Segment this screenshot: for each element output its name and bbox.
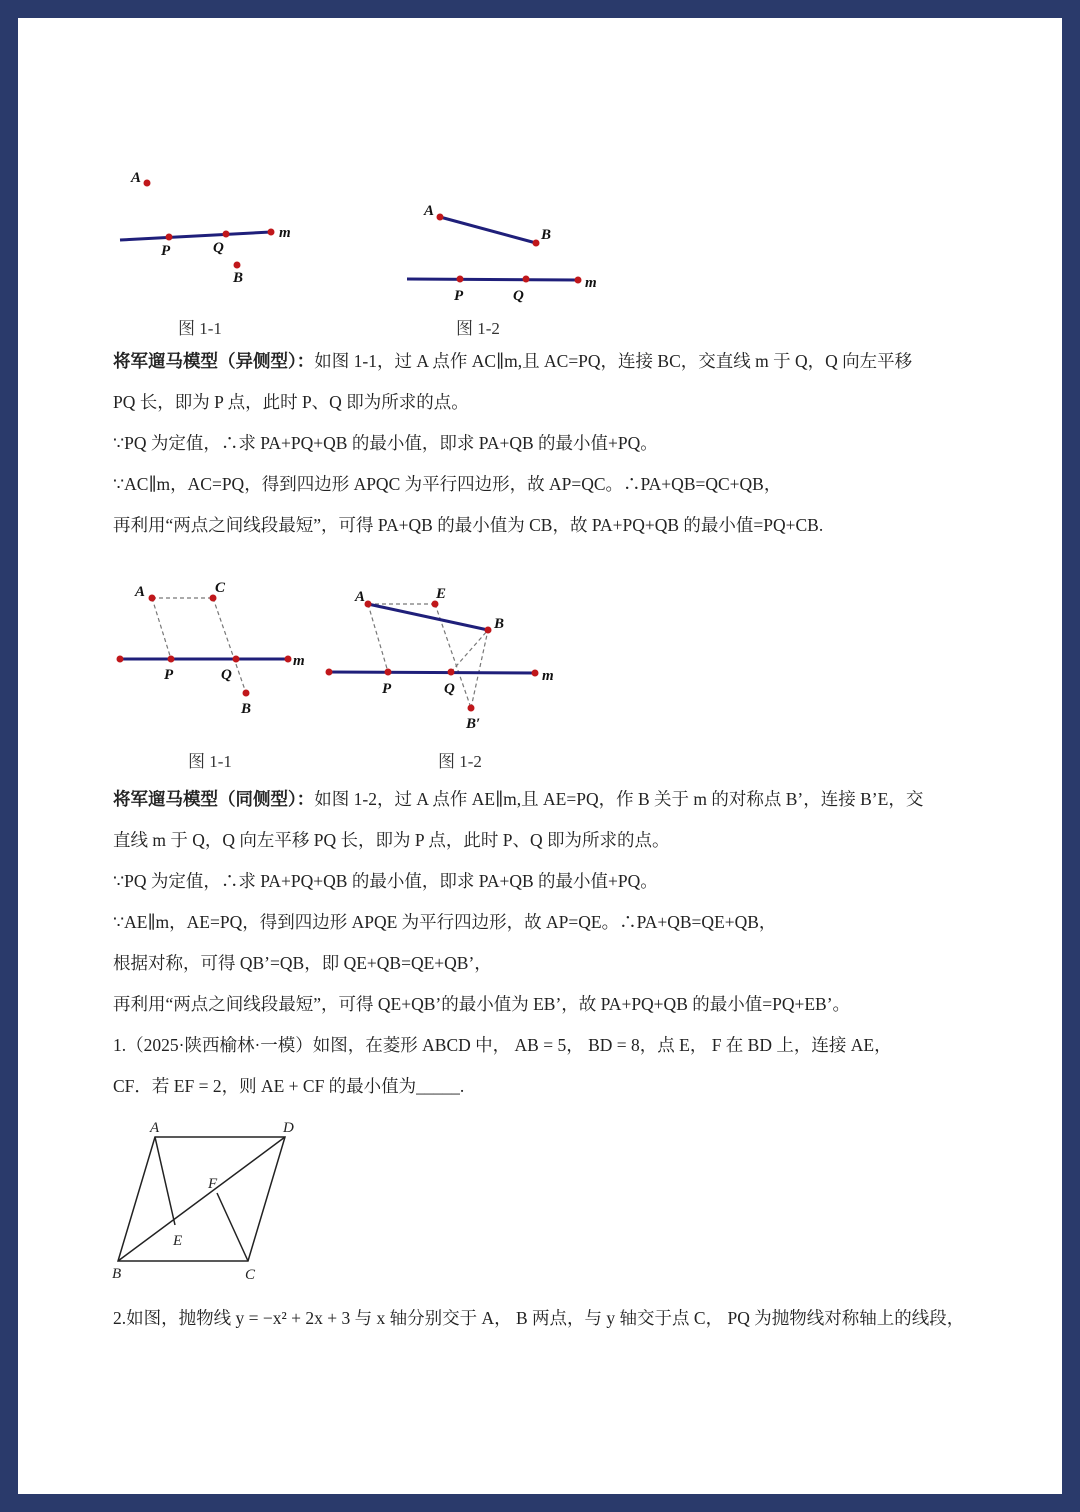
section2-line-1: 将军遛马模型（同侧型）：如图 1-2，过 A 点作 AE∥m,且 AE=PQ，作 B 关于 m 的对称点 B’，连接 B’E，交 <box>113 789 924 810</box>
section1-heading: 将军遛马模型（异侧型）： <box>113 352 315 372</box>
label-A: A <box>355 589 366 605</box>
label-P: P <box>382 681 392 697</box>
label-A: A <box>150 1120 160 1136</box>
label-B: B <box>494 616 505 632</box>
section2-line-3: ∵PQ 为定值，∴求 PA+PQ+QB 的最小值，即求 PA+QB 的最小值+PQ。 <box>113 871 658 891</box>
label-P: P <box>164 667 174 683</box>
section1-line-3: ∵PQ 为定值，∴求 PA+PQ+QB 的最小值，即求 PA+QB 的最小值+PQ。 <box>113 433 658 453</box>
label-m: m <box>293 653 305 669</box>
label-D: D <box>283 1120 294 1136</box>
label-B: B <box>241 701 252 717</box>
label-Q: Q <box>513 288 524 304</box>
label-C: C <box>245 1267 256 1283</box>
section2-line-4: ∵AE∥m，AE=PQ，得到四边形 APQE 为平行四边形，故 AP=QE。∴PA+QB=QE+QB， <box>113 912 777 932</box>
label-B-prime: B′ <box>466 716 481 732</box>
document-page <box>18 18 1062 1494</box>
label-F: F <box>208 1176 218 1192</box>
label-E: E <box>436 586 447 602</box>
label-P: P <box>161 243 171 259</box>
figure-mid-1-1 <box>113 573 333 723</box>
label-P: P <box>454 288 464 304</box>
caption-top-1-2: 图 1-2 <box>456 319 500 338</box>
label-B: B <box>112 1266 122 1282</box>
caption-top-1-1: 图 1-1 <box>178 319 222 338</box>
caption-mid-1-1: 图 1-1 <box>188 752 232 771</box>
label-Q: Q <box>221 667 232 683</box>
figure-top-1-1 <box>113 168 313 308</box>
problem1-line-2: CF．若 EF = 2，则 AE + CF 的最小值为_____. <box>113 1076 465 1096</box>
problem1-line-1: 1.（2025·陕西榆林·一模）如图，在菱形 ABCD 中， AB = 5， BD = 8，点 E， F 在 BD 上，连接 AE， <box>113 1035 892 1055</box>
label-Q: Q <box>444 681 455 697</box>
label-C: C <box>215 580 226 596</box>
section2-line-5: 根据对称，可得 QB’=QB，即 QE+QB=QE+QB’， <box>113 953 492 973</box>
label-A: A <box>131 170 142 186</box>
label-m: m <box>542 668 554 684</box>
problem2-line-1: 2.如图，抛物线 y = −x² + 2x + 3 与 x 轴分别交于 A， B 两点，与 y 轴交于点 C， PQ 为抛物线对称轴上的线段， <box>113 1308 965 1328</box>
section2-heading: 将军遛马模型（同侧型）： <box>113 790 315 810</box>
label-E: E <box>173 1233 183 1249</box>
figure-top-1-2 <box>403 178 623 308</box>
figure-mid-1-2 <box>323 568 573 738</box>
label-A: A <box>135 584 146 600</box>
section1-line-5: 再利用“两点之间线段最短”，可得 PA+QB 的最小值为 CB，故 PA+PQ+QB 的最小值=PQ+CB. <box>113 515 824 535</box>
section2-line-6: 再利用“两点之间线段最短”，可得 QE+QB’的最小值为 EB’，故 PA+PQ+QB 的最小值=PQ+EB’。 <box>113 994 851 1014</box>
figure-rhombus <box>108 1118 328 1288</box>
label-B: B <box>541 227 552 243</box>
label-Q: Q <box>213 240 224 256</box>
section1-line-1: 将军遛马模型（异侧型）：如图 1-1，过 A 点作 AC∥m,且 AC=PQ，连接 BC，交直线 m 于 Q，Q 向左平移 <box>113 351 913 372</box>
caption-mid-1-2: 图 1-2 <box>438 752 482 771</box>
label-B: B <box>233 270 244 286</box>
label-A: A <box>424 203 435 219</box>
section1-line-4: ∵AC∥m，AC=PQ，得到四边形 APQC 为平行四边形，故 AP=QC。∴PA+QB=QC+QB， <box>113 474 782 494</box>
section1-line-2: PQ 长，即为 P 点，此时 P、Q 即为所求的点。 <box>113 392 469 412</box>
label-m: m <box>279 225 291 241</box>
section2-line-2: 直线 m 于 Q，Q 向左平移 PQ 长，即为 P 点，此时 P、Q 即为所求的点。 <box>113 830 670 850</box>
label-m: m <box>585 275 597 291</box>
